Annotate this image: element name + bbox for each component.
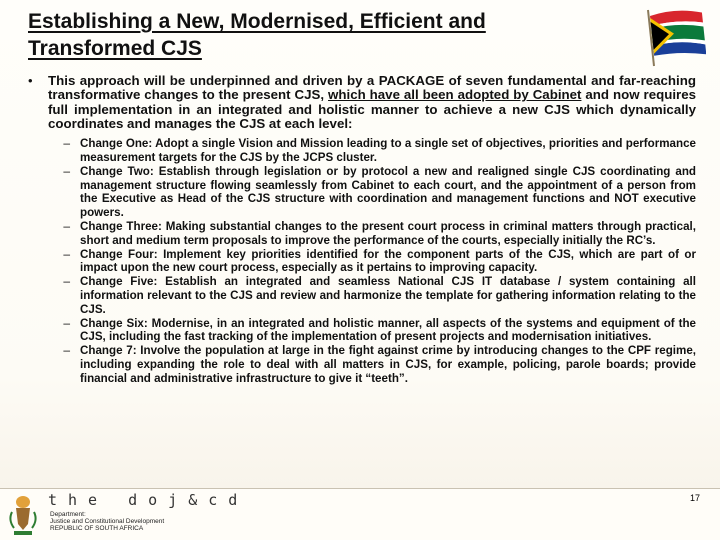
change-seven-text: Change 7: Involve the population at large in the fight against crime by introducing changes to the CPF regime, including expanding the role to deal with all matters in CJS, for example, policing, parole boards; provide financial and administrative infrastructure to give it “teeth”. bbox=[80, 344, 696, 385]
coat-of-arms-icon bbox=[6, 494, 40, 538]
main-bullet bbox=[20, 74, 696, 131]
slide-title bbox=[28, 8, 608, 62]
dept-line-2: Justice and Constitutional Development bbox=[50, 518, 165, 526]
dash-marker: – bbox=[63, 246, 70, 261]
change-five-text: Change Five: Establish an integrated and seamless National CJS IT database / system containing all information relevant to the CJS and review and harmonize the template for gathering information relating to the CJS. bbox=[80, 275, 696, 316]
bullet-text-start: This approach will be underpinned and driven by a PACKAGE of seven fundamental and far-reaching transformative changes to the present CJS, bbox=[48, 73, 696, 103]
dash-marker: – bbox=[63, 343, 70, 358]
change-two-text: Change Two: Establish through legislation or by protocol a new and realigned single CJS coordinating and management structure flowing seamlessly from Cabinet to each court, and the appointment of a person from the Executive as Head of the CJS structure with coordination and management functions and NOT executive powers. bbox=[80, 164, 696, 220]
change-four-text: Change Four: Implement key priorities identified for the component parts of the CJS, which are part of or impact upon the new court process, especially as it pertains to improving capacity. bbox=[80, 247, 696, 275]
change-six-text: Change Six: Modernise, in an integrated and holistic manner, all aspects of the systems and equipment of the CJS, including the fast tracking of the implementation of present projects and modernisation initiatives. bbox=[80, 316, 696, 344]
changes-list bbox=[48, 137, 696, 385]
list-item bbox=[48, 220, 696, 248]
list-item bbox=[48, 165, 696, 220]
list-item bbox=[48, 248, 696, 276]
page-number: 17 bbox=[690, 493, 701, 503]
bullet-text-end: and now requires full implementation in an integrated and holistic manner to achieve a new CJS which dynamically coordinates and manages the CJS at each level: bbox=[48, 87, 696, 131]
doj-logo-text: the doj&cd bbox=[48, 491, 249, 509]
dept-line-1: Department: bbox=[50, 511, 86, 518]
list-item bbox=[48, 344, 696, 385]
dash-marker: – bbox=[63, 315, 70, 330]
dept-line-3: REPUBLIC OF SOUTH AFRICA bbox=[50, 525, 144, 533]
dash-marker: – bbox=[63, 218, 70, 233]
title-line-2: Transformed CJS bbox=[28, 37, 202, 60]
list-item bbox=[48, 137, 696, 165]
change-three-text: Change Three: Making substantial changes to the present court process in criminal matters through practical, short and medium term proposals to improve the performance of the courts, especially initially the RC’s. bbox=[80, 219, 696, 247]
department-name bbox=[50, 511, 180, 533]
dash-marker: – bbox=[63, 136, 70, 151]
list-item bbox=[48, 275, 696, 316]
list-item bbox=[48, 317, 696, 345]
title-line-1: Establishing a New, Modernised, Efficient and bbox=[28, 10, 486, 33]
change-one-text: Change One: Adopt a single Vision and Mission leading to a single set of objectives, priorities and performance measurement targets for the CJS by the JCPS cluster. bbox=[80, 137, 696, 164]
bullet-marker: • bbox=[28, 73, 33, 88]
bullet-text bbox=[48, 74, 696, 131]
slide-content bbox=[20, 74, 696, 386]
dash-marker: – bbox=[63, 274, 70, 289]
bullet-underlined-text: which have all been adopted by Cabinet bbox=[328, 87, 582, 103]
south-africa-flag-icon bbox=[642, 6, 706, 68]
dash-marker: – bbox=[63, 163, 70, 178]
